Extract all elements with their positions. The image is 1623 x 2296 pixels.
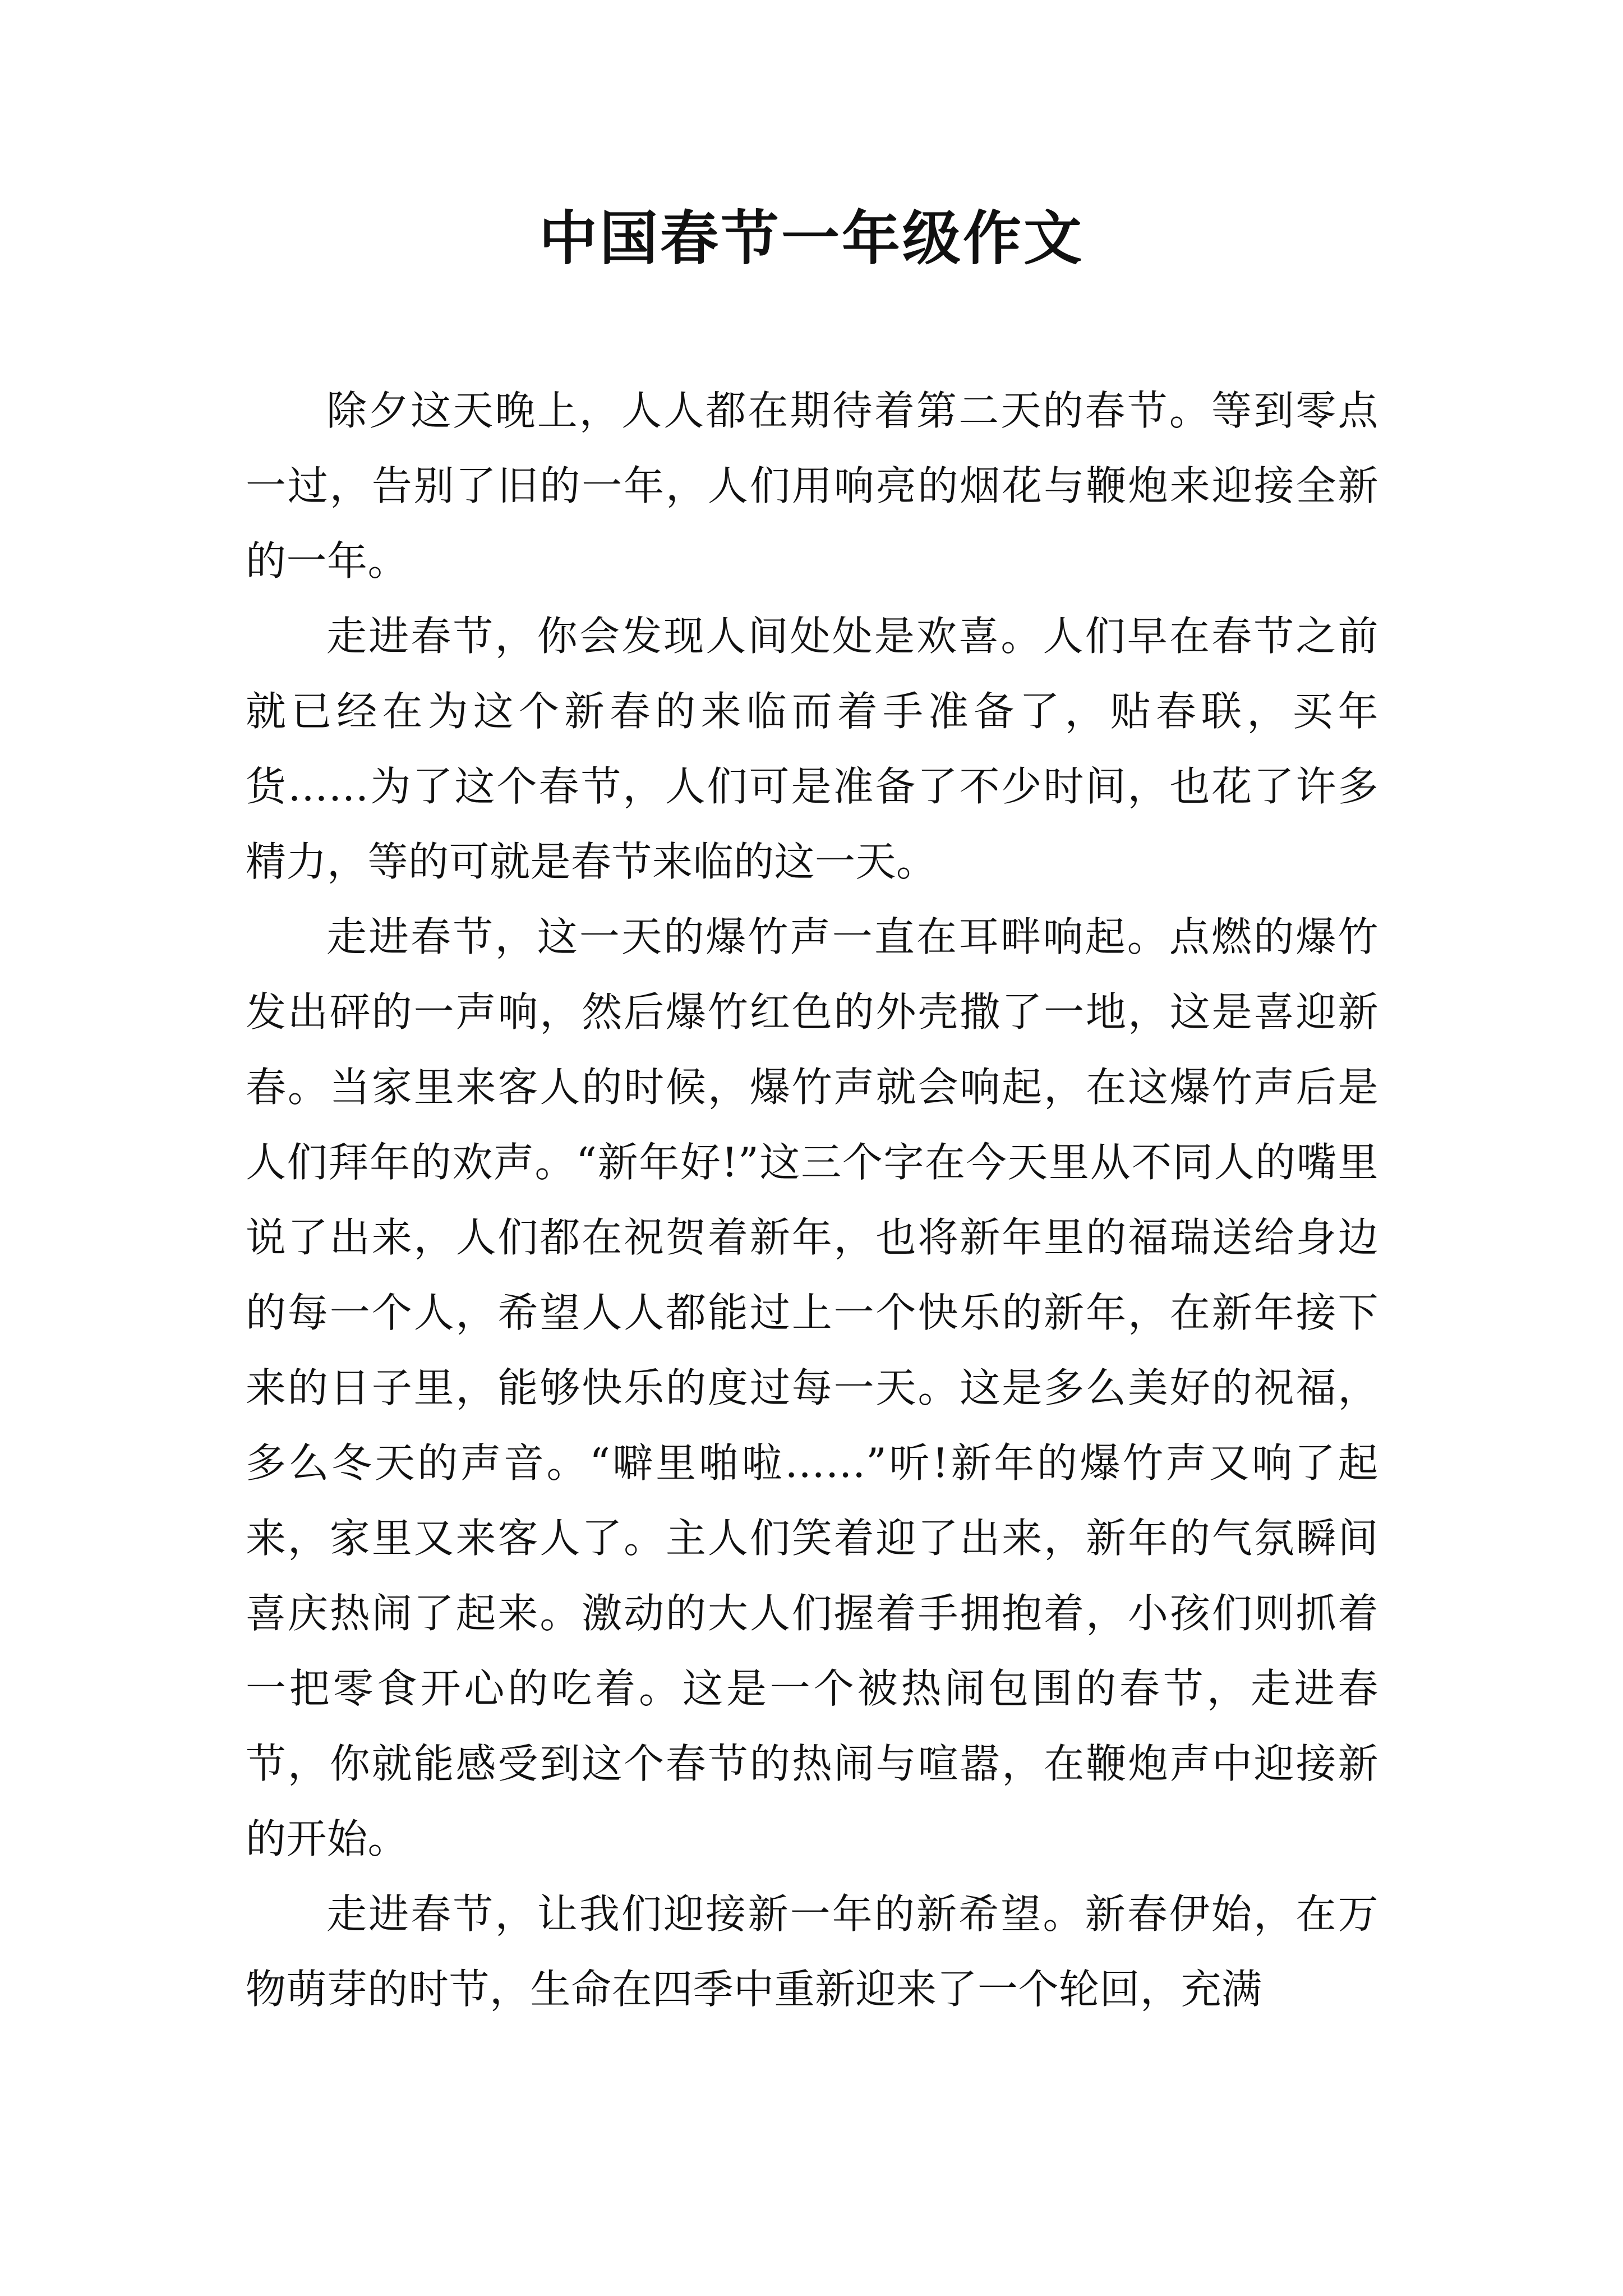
document-body: [246, 373, 1378, 2027]
document-title: 中国春节一年级作文: [538, 204, 1084, 273]
paragraph-1: 除夕这天晚上，人人都在期待着第二天的春节。等到零点一过，告别了旧的一年，人们用响亮的烟花与鞭炮来迎接全新的一年。: [246, 387, 1378, 585]
paragraph-4: 走进春节，让我们迎接新一年的新希望。新春伊始，在万物萌芽的时节，生命在四季中重新迎来了一个轮回，充满: [246, 1890, 1378, 2013]
paragraph-3: 走进春节，这一天的爆竹声一直在耳畔响起。点燃的爆竹发出砰的一声响，然后爆竹红色的外壳撒了一地，这是喜迎新春。当家里来客人的时候，爆竹声就会响起，在这爆竹声后是人们拜年的欢声。“新年好!”这三个字在今天里从不同人的嘴里说了出来，人们都在祝贺着新年，也将新年里的福瑞送给身边的每一个人，希望人人都能过上一个快乐的新年，在新年接下来的日子里，能够快乐的度过每一天。这是多么美好的祝福，多么冬天的声音。“噼里啪啦……”听!新年的爆竹声又响了起来，家里又来客人了。主人们笑着迎了出来，新年的气氛瞬间喜庆热闹了起来。激动的大人们握着手拥抱着，小孩们则抓着一把零食开心的吃着。这是一个被热闹包围的春节，走进春节，你就能感受到这个春节的热闹与喧嚣，在鞭炮声中迎接新的开始。: [246, 913, 1378, 1862]
paragraph-2: 走进春节，你会发现人间处处是欢喜。人们早在春节之前就已经在为这个新春的来临而着手准备了，贴春联，买年货……为了这个春节，人们可是准备了不少时间，也花了许多精力，等的可就是春节来临的这一天。: [246, 613, 1378, 885]
